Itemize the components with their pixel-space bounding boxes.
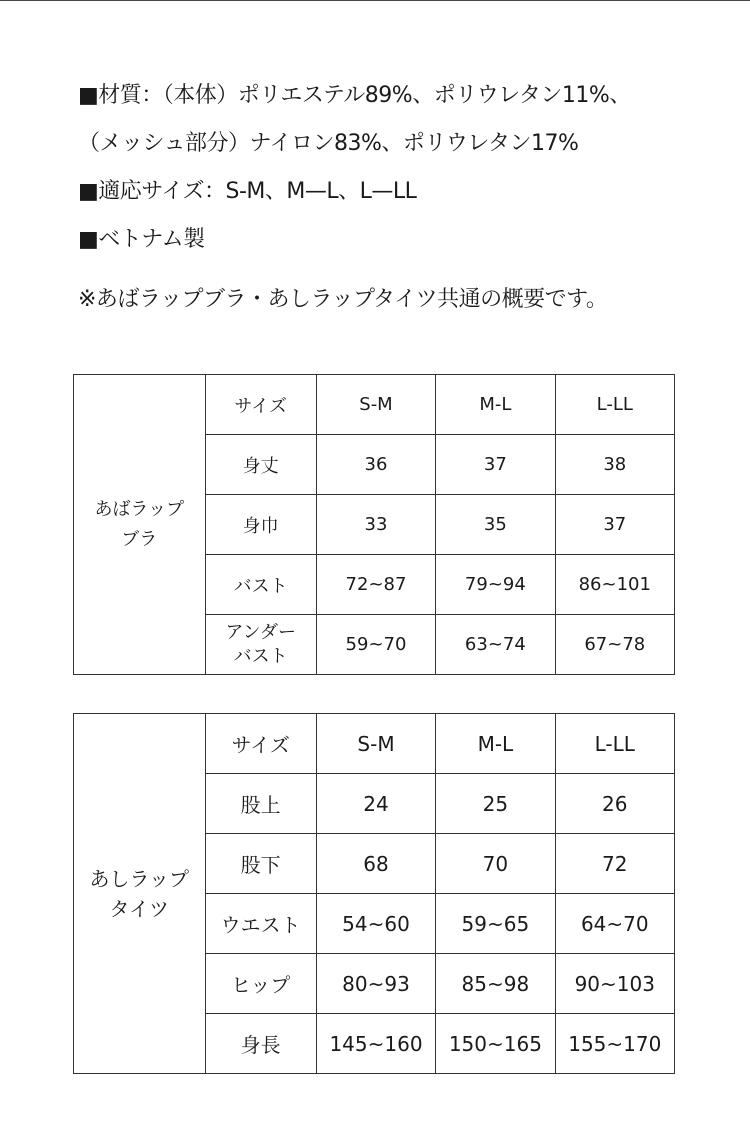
table-cell: 86~101 xyxy=(555,555,674,615)
origin-line: ■ベトナム製 xyxy=(78,227,205,252)
product-specs xyxy=(78,72,738,264)
table-cell: 59~65 xyxy=(436,894,555,954)
table-cell: 79~94 xyxy=(436,555,555,615)
table-header-row xyxy=(74,714,675,774)
table-cell: 33 xyxy=(316,495,435,555)
table-cell: 26 xyxy=(555,774,674,834)
table-cell: 70 xyxy=(436,834,555,894)
product-name-line1: あしラップ xyxy=(89,866,190,891)
table-header-row xyxy=(74,375,675,435)
table-cell: 67~78 xyxy=(555,615,674,675)
table-cell: 72~87 xyxy=(316,555,435,615)
tights-size-table xyxy=(73,713,675,1074)
row-label: 股下 xyxy=(205,834,316,894)
row-label-line2: バスト xyxy=(233,645,288,667)
size-header-label: サイズ xyxy=(205,714,316,774)
product-name-line1: あばラップ xyxy=(94,498,185,520)
table-cell: 150~165 xyxy=(436,1014,555,1074)
size-header-l-ll: L-LL xyxy=(555,714,674,774)
row-label: バスト xyxy=(205,555,316,615)
table-cell: 68 xyxy=(316,834,435,894)
row-label: ウエスト xyxy=(205,894,316,954)
row-label: 股上 xyxy=(205,774,316,834)
size-header-s-m: S-M xyxy=(316,714,435,774)
table-cell: 38 xyxy=(555,435,674,495)
table-cell: 85~98 xyxy=(436,954,555,1014)
size-header-m-l: M-L xyxy=(436,375,555,435)
table-cell: 59~70 xyxy=(316,615,435,675)
product-name-line2: ブラ xyxy=(121,528,158,550)
size-header-s-m: S-M xyxy=(316,375,435,435)
product-name-cell xyxy=(74,714,206,1074)
size-header-l-ll: L-LL xyxy=(555,375,674,435)
table-cell: 155~170 xyxy=(555,1014,674,1074)
row-label: 身丈 xyxy=(205,435,316,495)
product-name-line2: タイツ xyxy=(109,896,170,921)
product-name-cell xyxy=(74,375,206,675)
table-cell: 37 xyxy=(555,495,674,555)
table-cell: 37 xyxy=(436,435,555,495)
table-cell: 25 xyxy=(436,774,555,834)
material-line-2: （メッシュ部分）ナイロン83%、ポリウレタン17% xyxy=(78,131,579,156)
table-cell: 24 xyxy=(316,774,435,834)
table-cell: 63~74 xyxy=(436,615,555,675)
row-label xyxy=(205,615,316,675)
row-label: ヒップ xyxy=(205,954,316,1014)
table-cell: 36 xyxy=(316,435,435,495)
material-line-1: ■材質：（本体）ポリエステル89%、ポリウレタン11%、 xyxy=(78,83,631,108)
table-cell: 145~160 xyxy=(316,1014,435,1074)
size-header-label: サイズ xyxy=(205,375,316,435)
size-header-m-l: M-L xyxy=(436,714,555,774)
bra-size-table xyxy=(73,374,675,675)
row-label: 身長 xyxy=(205,1014,316,1074)
common-note: ※あばラップブラ・あしラップタイツ共通の概要です。 xyxy=(78,287,608,312)
sizes-line: ■適応サイズ：S-M、M—L、L—LL xyxy=(78,179,417,204)
row-label-line1: アンダー xyxy=(225,621,296,643)
table-cell: 72 xyxy=(555,834,674,894)
table-cell: 90~103 xyxy=(555,954,674,1014)
table-cell: 64~70 xyxy=(555,894,674,954)
table-cell: 54~60 xyxy=(316,894,435,954)
table-cell: 35 xyxy=(436,495,555,555)
top-divider xyxy=(0,0,750,1)
table-cell: 80~93 xyxy=(316,954,435,1014)
row-label: 身巾 xyxy=(205,495,316,555)
